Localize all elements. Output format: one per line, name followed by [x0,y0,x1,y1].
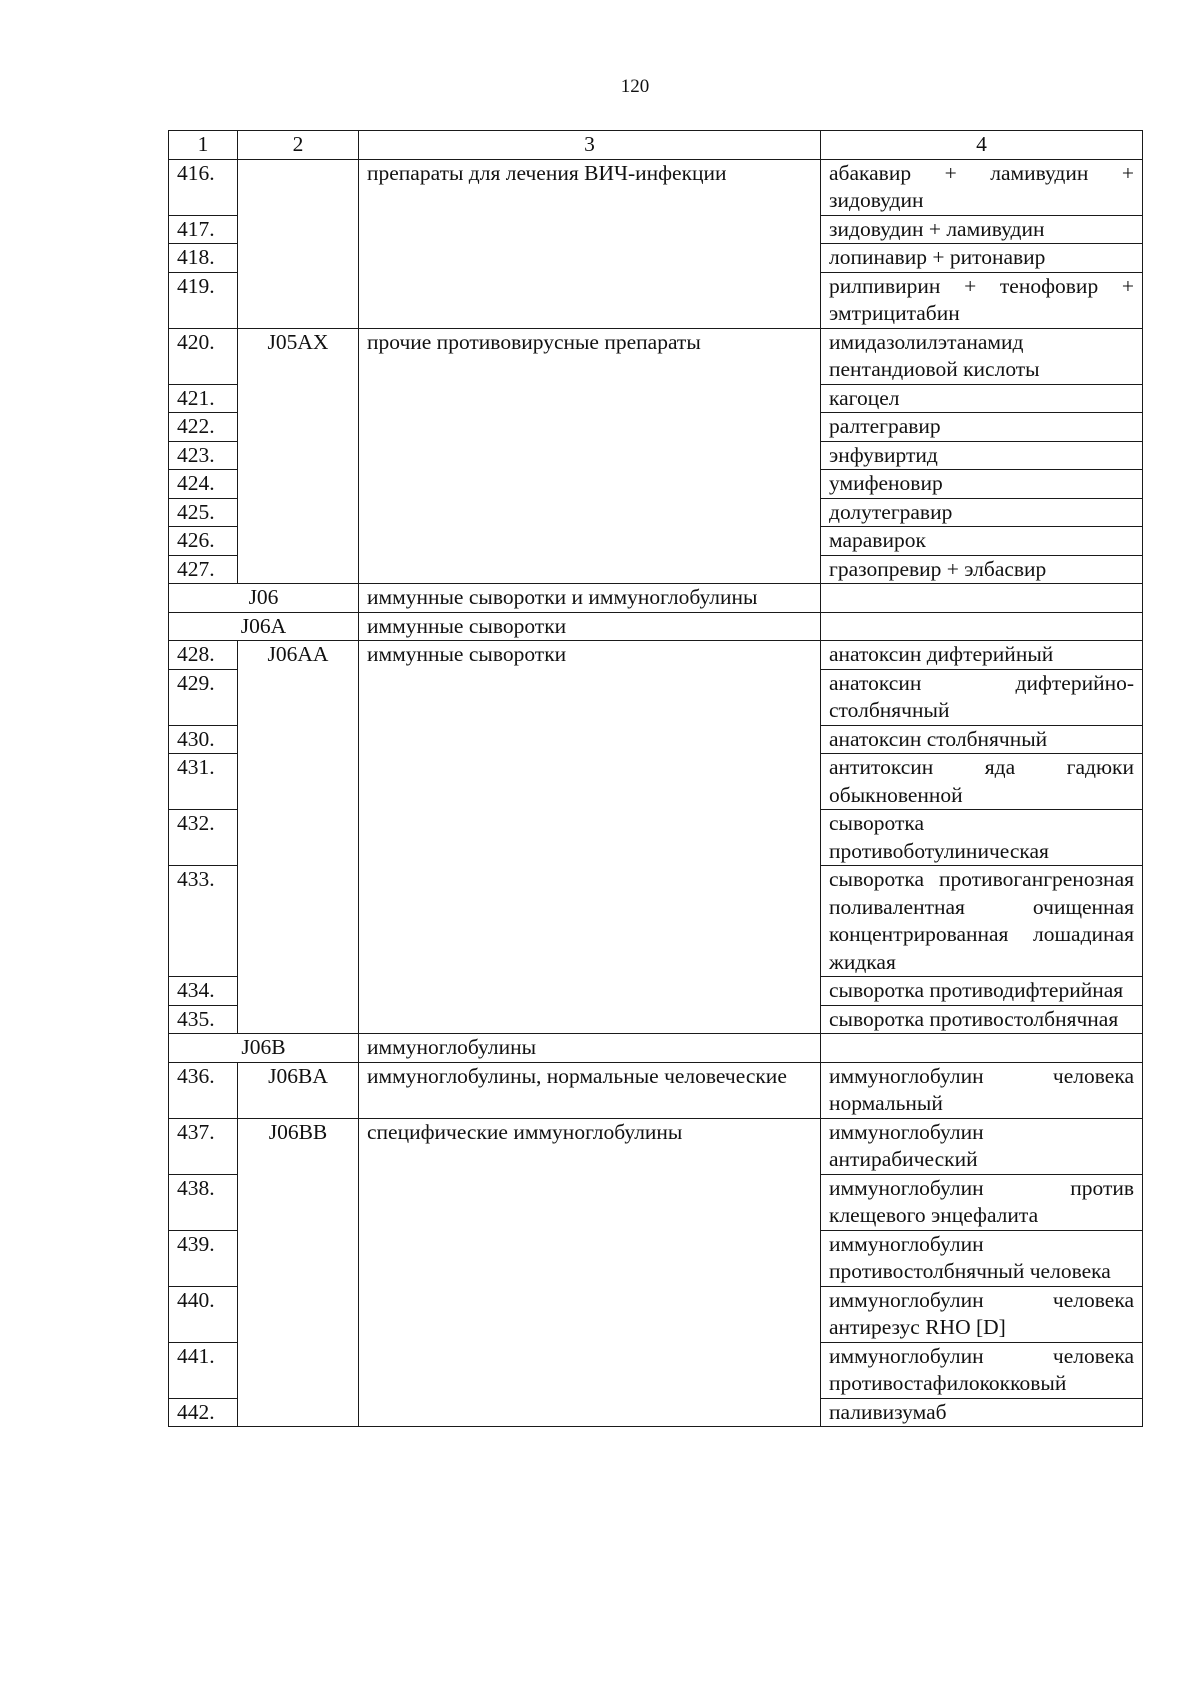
column-header: 4 [821,131,1143,160]
atc-code: J06BA [238,1062,359,1118]
drug-name: сыворотка противогангренозная поливалентная очищенная концентрированная лошадиная жидкая [821,866,1143,977]
group-name: иммуноглобулины [359,1034,821,1063]
drug-name-empty [821,1034,1143,1063]
row-number: 430. [169,725,238,754]
group-name: иммунные сыворотки и иммуноглобулины [359,584,821,613]
row-number: 440. [169,1286,238,1342]
drug-name: сыворотка противодифтерийная [821,977,1143,1006]
drug-name: анатоксин дифтерийно-столбнячный [821,669,1143,725]
row-number: 419. [169,272,238,328]
header-row [169,131,1143,160]
row-number: 417. [169,215,238,244]
row-number: 425. [169,498,238,527]
atc-code: J06 [169,584,359,613]
drug-name: умифеновир [821,470,1143,499]
drug-name: лопинавир + ритонавир [821,244,1143,273]
drug-name: иммуноглобулин против клещевого энцефалита [821,1174,1143,1230]
group-name: иммунные сыворотки [359,641,821,1034]
drug-name: рилпивирин + тенофовир + эмтрицитабин [821,272,1143,328]
drug-name-empty [821,612,1143,641]
drug-name: иммуноглобулин противостолбнячный человека [821,1230,1143,1286]
group-name: иммуноглобулины, нормальные человеческие [359,1062,821,1118]
row-number: 424. [169,470,238,499]
row-number: 423. [169,441,238,470]
drug-name: ралтегравир [821,413,1143,442]
row-number: 422. [169,413,238,442]
row-number: 431. [169,754,238,810]
row-number: 433. [169,866,238,977]
drug-name: антитоксин яда гадюки обыкновенной [821,754,1143,810]
row-number: 416. [169,159,238,215]
drug-name: анатоксин дифтерийный [821,641,1143,670]
drug-name: гразопревир + элбасвир [821,555,1143,584]
group-heading-row [169,1034,1143,1063]
drug-name: зидовудин + ламивудин [821,215,1143,244]
atc-code: J05AX [238,328,359,584]
group-heading-row [169,612,1143,641]
row-number: 435. [169,1005,238,1034]
drug-name: сыворотка противоботулиническая [821,810,1143,866]
table-row [169,1118,1143,1174]
row-number: 428. [169,641,238,670]
atc-code: J06BB [238,1118,359,1427]
drug-name: кагоцел [821,384,1143,413]
row-number: 420. [169,328,238,384]
drug-name: иммуноглобулин человека нормальный [821,1062,1143,1118]
drug-name: иммуноглобулин антирабический [821,1118,1143,1174]
drug-name: долутегравир [821,498,1143,527]
row-number: 442. [169,1398,238,1427]
drug-name: паливизумаб [821,1398,1143,1427]
drug-name: маравирок [821,527,1143,556]
column-header: 3 [359,131,821,160]
group-name: специфические иммуноглобулины [359,1118,821,1427]
row-number: 418. [169,244,238,273]
atc-code-cell [238,159,359,328]
drug-table [168,130,1143,1427]
row-number: 436. [169,1062,238,1118]
group-name: препараты для лечения ВИЧ-инфекции [359,159,821,328]
row-number: 441. [169,1342,238,1398]
page-number: 120 [620,76,650,97]
table-row [169,641,1143,670]
table-row [169,159,1143,215]
column-header: 2 [238,131,359,160]
drug-name: энфувиртид [821,441,1143,470]
drug-name: иммуноглобулин человека противостафилококковый [821,1342,1143,1398]
drug-name: сыворотка противостолбнячная [821,1005,1143,1034]
row-number: 429. [169,669,238,725]
row-number: 421. [169,384,238,413]
atc-code: J06A [169,612,359,641]
row-number: 437. [169,1118,238,1174]
row-number: 427. [169,555,238,584]
drug-name-empty [821,584,1143,613]
row-number: 432. [169,810,238,866]
group-name: прочие противовирусные препараты [359,328,821,584]
group-heading-row [169,584,1143,613]
drug-name: абакавир + ламивудин + зидовудин [821,159,1143,215]
row-number: 439. [169,1230,238,1286]
table-row [169,328,1143,384]
drug-name: имидазолилэтанамид пентандиовой кислоты [821,328,1143,384]
group-name: иммунные сыворотки [359,612,821,641]
drug-name: анатоксин столбнячный [821,725,1143,754]
row-number: 434. [169,977,238,1006]
atc-code: J06B [169,1034,359,1063]
table-row [169,1062,1143,1118]
drug-name: иммуноглобулин человека антирезус RHO [D] [821,1286,1143,1342]
row-number: 426. [169,527,238,556]
atc-code: J06AA [238,641,359,1034]
row-number: 438. [169,1174,238,1230]
column-header: 1 [169,131,238,160]
